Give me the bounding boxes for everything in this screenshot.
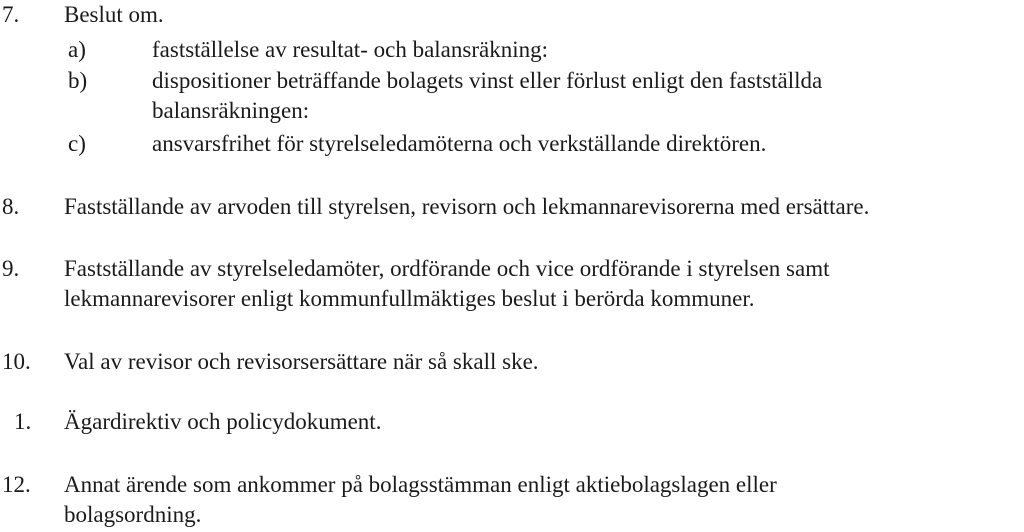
item-text: Val av revisor och revisorsersättare när så skall ske. <box>64 349 539 374</box>
item-number: 7. <box>2 2 20 27</box>
subitem-text: balansräkningen: <box>152 98 310 123</box>
item-number: 10. <box>2 349 31 374</box>
item-text: Annat ärende som ankommer på bolagsstämman enligt aktiebolagslagen eller <box>64 472 777 497</box>
item-text: Fastställande av styrelseledamöter, ordförande och vice ordförande i styrelsen samt <box>64 256 830 281</box>
subitem-letter: a) <box>68 37 86 62</box>
subitem-text: fastställelse av resultat- och balansräkning: <box>152 37 548 62</box>
item-text: lekmannarevisorer enligt kommunfullmäktiges beslut i berörda kommuner. <box>64 286 755 311</box>
subitem-text: ansvarsfrihet för styrelseledamöterna och verkställande direktören. <box>152 131 767 156</box>
subitem-letter: c) <box>68 131 86 156</box>
item-text: Ägardirektiv och policydokument. <box>64 409 382 434</box>
item-text: Fastställande av arvoden till styrelsen, revisorn och lekmannarevisorerna med ersättare. <box>64 194 870 219</box>
item-number: 12. <box>2 472 31 497</box>
item-text: bolagsordning. <box>64 502 202 527</box>
item-number: 8. <box>2 194 20 219</box>
item-number: 1. <box>14 409 32 434</box>
subitem-text: dispositioner beträffande bolagets vinst eller förlust enligt den fastställda <box>152 68 823 93</box>
item-number: 9. <box>2 256 20 281</box>
subitem-letter: b) <box>68 68 88 93</box>
item-text: Beslut om. <box>64 2 164 27</box>
